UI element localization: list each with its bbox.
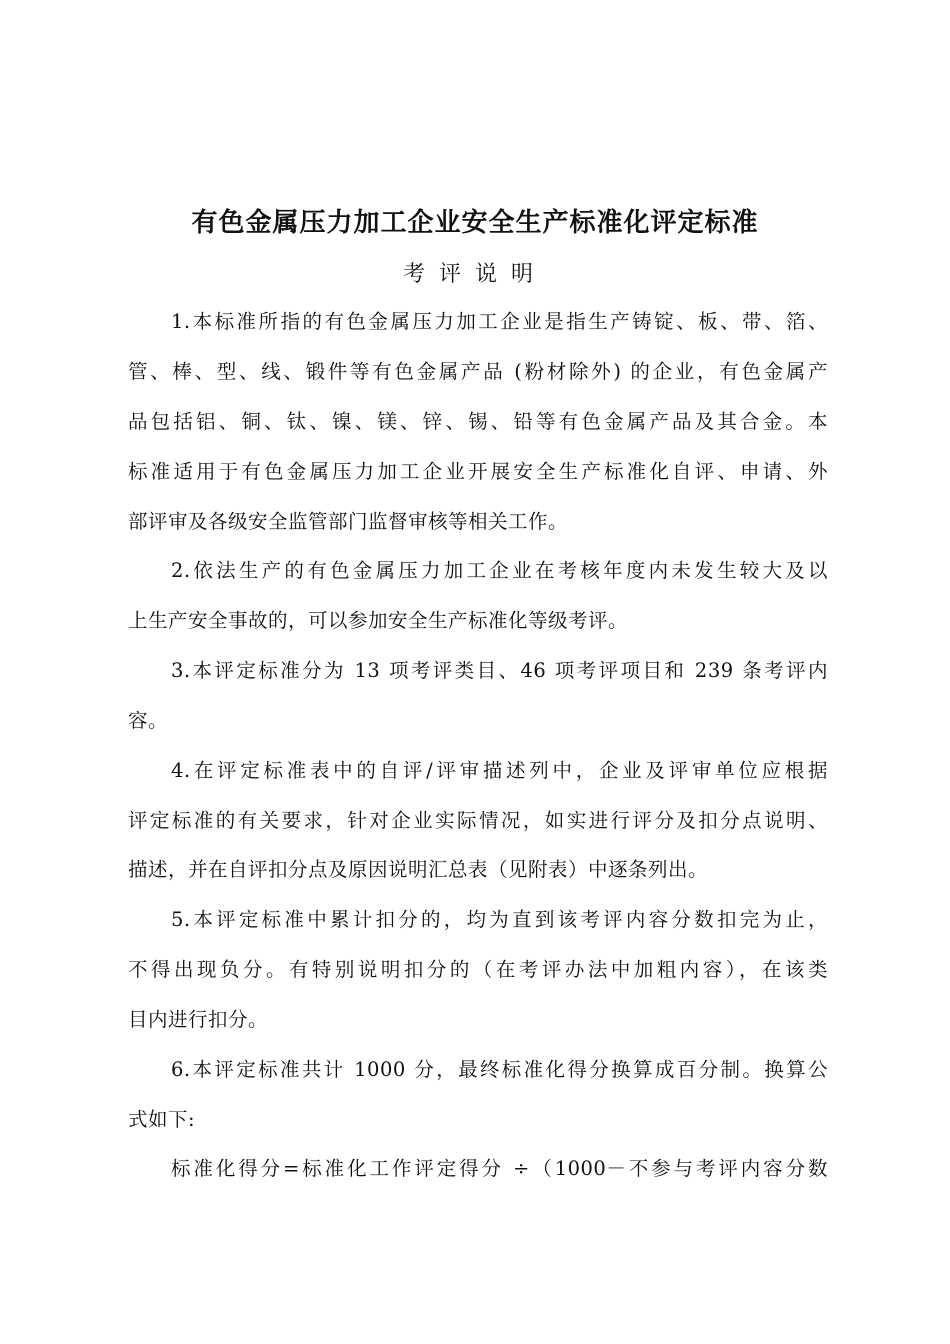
paragraph-line: 5.本评定标准中累计扣分的，均为直到该考评内容分数扣完为止， — [171, 908, 828, 931]
paragraph-line: 标准适用于有色金属压力加工企业开展安全生产标准化自评、申请、外 — [128, 460, 828, 483]
paragraph-line: 目内进行扣分。 — [128, 1008, 269, 1031]
paragraph-line: 1.本标准所指的有色金属压力加工企业是指生产铸锭、板、带、箔、 — [171, 310, 828, 333]
paragraph-line: 6.本评定标准共计 1000 分，最终标准化得分换算成百分制。换算公 — [171, 1058, 828, 1081]
paragraph-line: 上生产安全事故的，可以参加安全生产标准化等级考评。 — [128, 609, 629, 632]
formula-line: 标准化得分=标准化工作评定得分 ÷（1000－不参与考评内容分数 — [171, 1157, 828, 1180]
paragraph-line: 2.依法生产的有色金属压力加工企业在考核年度内未发生较大及以 — [171, 559, 828, 582]
paragraph-line: 4.在评定标准表中的自评/评审描述列中，企业及评审单位应根据 — [171, 759, 828, 782]
section-heading: 考评说明 — [402, 262, 547, 287]
paragraph-line: 管、棒、型、线、锻件等有色金属产品 (粉材除外) 的企业，有色金属产 — [128, 360, 828, 383]
paragraph-line: 评定标准的有关要求，针对企业实际情况，如实进行评分及扣分点说明、 — [128, 809, 828, 832]
paragraph-line: 式如下: — [128, 1108, 196, 1131]
paragraph-line: 品包括铝、铜、钛、镍、镁、锌、锡、铅等有色金属产品及其合金。本 — [128, 410, 828, 433]
paragraph-line: 部评审及各级安全监管部门监督审核等相关工作。 — [128, 510, 569, 533]
paragraph-line: 容。 — [128, 709, 169, 732]
paragraph-line: 不得出现负分。有特别说明扣分的（在考评办法中加粗内容），在该类 — [128, 958, 828, 981]
paragraph-line: 描述，并在自评扣分点及原因说明汇总表（见附表）中逐条列出。 — [128, 858, 709, 881]
document-title: 有色金属压力加工企业安全生产标准化评定标准 — [191, 208, 759, 238]
paragraph-line: 3.本评定标准分为 13 项考评类目、46 项考评项目和 239 条考评内 — [171, 659, 828, 682]
